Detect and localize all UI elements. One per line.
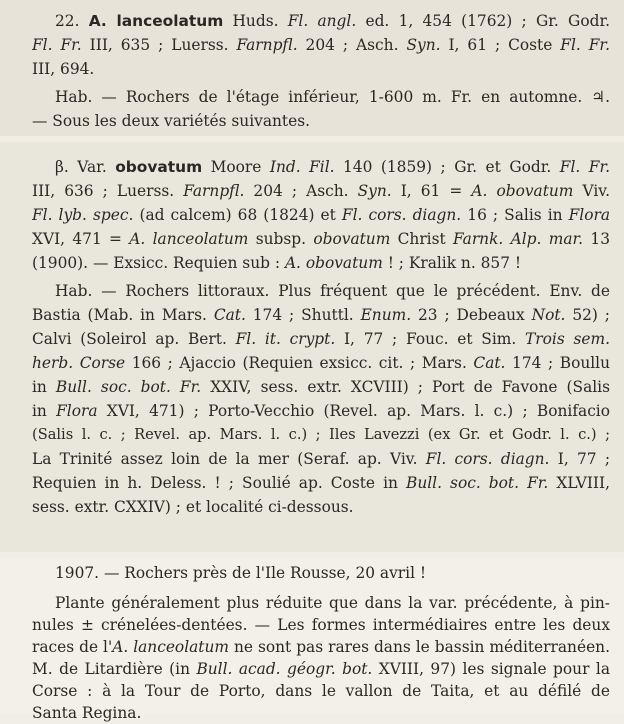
- text: β. Var.: [55, 158, 116, 176]
- species-entry-block: [0, 0, 624, 136]
- text: I, 61 =: [391, 182, 472, 200]
- citation-ref: Cat.: [213, 306, 246, 324]
- citation-ref: Farnpfl.: [236, 36, 298, 54]
- text: Viv.: [573, 182, 610, 200]
- species-name: A. lanceolatum: [88, 12, 224, 30]
- observation-date: 1907. — Rochers près de l'Ile Rousse, 20 avril !: [55, 564, 427, 582]
- citation-ref: Fl. lyb. spec.: [32, 206, 134, 224]
- citation-ref: Syn.: [357, 182, 392, 200]
- text: Christ: [390, 230, 454, 248]
- text: 174 ; Boullu: [505, 354, 610, 372]
- text: La Trinité assez loin de la mer (Seraf. ap. Viv.: [32, 450, 426, 468]
- text: 166 ; Ajaccio (Requien exsicc. cit. ; Mars.: [125, 354, 474, 372]
- citation-ref: Fl. Fr.: [560, 36, 610, 54]
- citation-ref: Flora: [568, 206, 610, 224]
- variety-header-line: [55, 156, 610, 178]
- text: races de l': [32, 638, 113, 656]
- citation-text: III, 635 ; Luerss.: [81, 36, 237, 54]
- text: (1900). — Exsicc. Requien sub :: [32, 254, 285, 272]
- habitat-line: [32, 448, 610, 470]
- citation-ref: Fl. cors. diagn.: [341, 206, 462, 224]
- citation-ref: Bull. soc. bot. Fr.: [406, 474, 549, 492]
- text: in: [32, 378, 56, 396]
- text: ne sont pas rares dans le bassin méditerranéen.: [229, 638, 610, 656]
- habitat-line: Hab. — Rochers de l'étage inférieur, 1-600 m. Fr. en automne. ♃.: [55, 88, 610, 106]
- text: XVI, 471 =: [32, 230, 130, 248]
- habitat-line: [32, 400, 610, 422]
- text: I, 77 ; Fouc. et Sim.: [335, 330, 526, 348]
- text: XVI, 471) ; Porto-Vecchio (Revel. ap. Mars. l. c.) ; Bonifacio: [97, 402, 610, 420]
- citation-ref: Syn.: [406, 36, 441, 54]
- text: Bastia (Mab. in Mars.: [32, 306, 214, 324]
- variety-line: [32, 204, 610, 226]
- observation-text: [32, 636, 610, 658]
- citation-text: I, 61 ; Coste: [440, 36, 561, 54]
- citation-ref: herb. Corse: [32, 354, 126, 372]
- citation-text: 204 ; Asch.: [297, 36, 407, 54]
- citation-text: Huds.: [223, 12, 288, 30]
- text: Moore: [202, 158, 270, 176]
- citation-ref: Enum.: [360, 306, 412, 324]
- habitat-line: [32, 328, 610, 350]
- text: 23 ; Debeaux: [411, 306, 532, 324]
- observation-block: [0, 558, 624, 722]
- species-number: 22.: [55, 12, 80, 30]
- text: Requien in h. Deless. ! ; Soulié ap. Coste in: [32, 474, 407, 492]
- text: 13: [583, 230, 610, 248]
- citation-ref: Flora: [56, 402, 98, 420]
- text: 174 ; Shuttl.: [245, 306, 361, 324]
- habitat-line: [32, 376, 610, 398]
- habitat-line: Hab. — Rochers littoraux. Plus fréquent que le précédent. Env. de: [55, 282, 610, 300]
- observation-text: Corse : à la Tour de Porto, dans le vallon de Taita, et au défilé de: [32, 682, 610, 700]
- text: XXIV, sess. extr. XCVIII) ; Port de Favone (Salis: [201, 378, 610, 396]
- citation-ref: Bull. soc. bot. Fr.: [55, 378, 202, 396]
- entry-citation-end: III, 694.: [32, 60, 95, 78]
- citation-ref: Fl. it. crypt.: [235, 330, 336, 348]
- citation-ref: Trois sem.: [525, 330, 610, 348]
- observation-text: Santa Regina.: [32, 704, 142, 722]
- variety-line: [32, 228, 610, 250]
- citation-ref: A. lanceolatum: [112, 638, 229, 656]
- text: (ad calcem) 68 (1824) et: [133, 206, 342, 224]
- text: M. de Litardière (in: [32, 660, 197, 678]
- observation-text: Plante généralement plus réduite que dans la var. précédente, à pin-: [55, 594, 610, 612]
- citation-ref: Cat.: [473, 354, 506, 372]
- citation-ref: Bull. acad. géogr. bot.: [196, 660, 373, 678]
- text: 16 ; Salis in: [461, 206, 569, 224]
- variety-line: [32, 252, 610, 274]
- variety-block: [0, 142, 624, 552]
- text: 52) ;: [565, 306, 610, 324]
- habitat-line: [32, 304, 610, 326]
- text: ! ; Kralik n. 857 !: [382, 254, 522, 272]
- text: Calvi (Soleirol ap. Bert.: [32, 330, 236, 348]
- habitat-note: — Sous les deux variétés suivantes.: [32, 112, 311, 130]
- text: subsp.: [248, 230, 314, 248]
- text: in: [32, 402, 57, 420]
- text: III, 636 ; Luerss.: [32, 182, 184, 200]
- variety-name: obovatum: [115, 158, 203, 176]
- citation-ref: A. obovatum: [471, 182, 574, 200]
- habitat-line: (Salis l. c. ; Revel. ap. Mars. l. c.) ; Iles Lavezzi (ex Gr. et Godr. l. c.) ;: [32, 426, 610, 443]
- text: 204 ; Asch.: [244, 182, 358, 200]
- citation-ref: Ind. Fil.: [269, 158, 335, 176]
- entry-header-line: [55, 10, 610, 32]
- text: I, 77 ;: [549, 450, 610, 468]
- citation-ref: Fl. Fr.: [32, 36, 82, 54]
- citation-ref: Fl. cors. diagn.: [425, 450, 550, 468]
- citation-ref: Farnpfl.: [183, 182, 245, 200]
- entry-citation-line: [32, 34, 610, 56]
- habitat-line: sess. extr. CXXIV) ; et localité ci-dessous.: [32, 498, 354, 516]
- citation-text: ed. 1, 454 (1762) ; Gr. Godr.: [356, 12, 610, 30]
- variety-line: [32, 180, 610, 202]
- text: XLVIII,: [548, 474, 610, 492]
- observation-text: nules ± crénelées-dentées. — Les formes intermédiaires entre les deux: [32, 616, 610, 634]
- text: XVIII, 97) les signale pour la: [372, 660, 610, 678]
- citation-ref: Fl. angl.: [287, 12, 357, 30]
- citation-ref: obovatum: [313, 230, 391, 248]
- citation-ref: Fl. Fr.: [559, 158, 610, 176]
- habitat-line: [32, 472, 610, 494]
- citation-ref: Farnk. Alp. mar.: [453, 230, 584, 248]
- citation-ref: A. lanceolatum: [129, 230, 249, 248]
- observation-text: [32, 658, 610, 680]
- citation-ref: A. obovatum: [284, 254, 383, 272]
- habitat-line: [32, 352, 610, 374]
- text: 140 (1859) ; Gr. et Godr.: [334, 158, 560, 176]
- citation-ref: Not.: [531, 306, 566, 324]
